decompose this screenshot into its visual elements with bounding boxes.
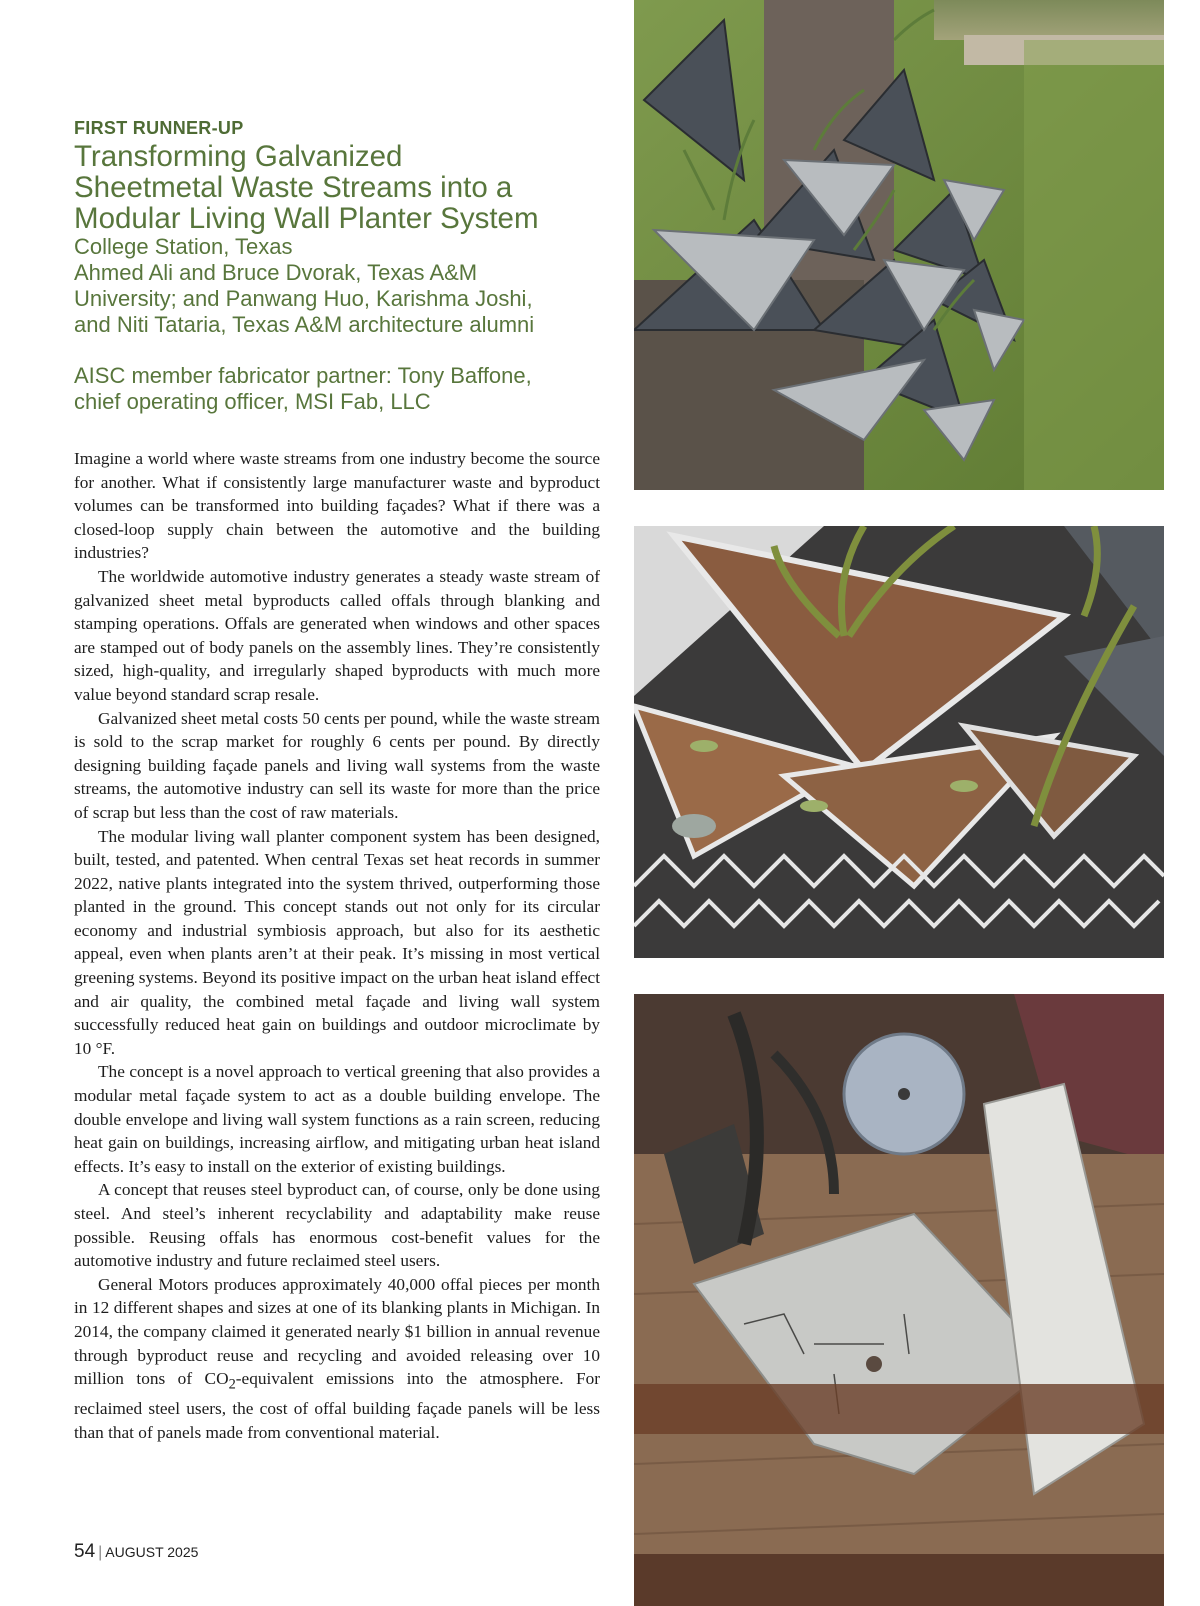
issue-date: AUGUST 2025 [105,1544,199,1560]
partner-line: AISC member fabricator partner: Tony Baffone, [74,363,532,388]
project-authors [74,260,614,338]
subscript-two: 2 [228,1376,236,1393]
article-body [74,447,600,1444]
page-footer [74,1541,198,1563]
title-line: Sheetmetal Waste Streams into a [74,171,513,204]
body-paragraph: The worldwide automotive industry generates a steady waste stream of galvanized sheet metal byproducts called offals through blanking and stamping operations. Offals are generated when windows and other spaces are stamped out of body panels on the assembly lines. They’re consistently sized, high-quality, and irregularly shaped byproducts with much more value beyond standard scrap resale. [74,566,600,704]
body-paragraph: The modular living wall planter component system has been designed, built, tested, and patented. When central Texas set heat records in summer 2022, native plants integrated into the system thrived, outperforming those planted in the ground. This concept stands out not only for its circular economy and industrial symbiosis approach, but also for its aesthetic appeal, even when plants aren’t at their peak. It’s missing in most vertical greening systems. Beyond its positive impact on the urban heat island effect and air quality, the combined metal façade and living wall system successfully reduced heat gain on buildings and outdoor microclimate by 10 °F. [74,826,600,1058]
page-number: 54 [74,1541,96,1562]
authors-line: Ahmed Ali and Bruce Dvorak, Texas A&M [74,260,478,285]
fabricator-partner [74,363,614,415]
living-wall-photo [634,0,1164,490]
living-wall-photo-image [634,0,1164,490]
award-kicker: FIRST RUNNER-UP [74,118,244,138]
authors-line: and Niti Tataria, Texas A&M architecture alumni [74,312,535,337]
body-paragraph: The concept is a novel approach to vertical greening that also provides a modular metal façade system to act as a double building envelope. The double envelope and living wall system functions as a rain screen, reducing heat gain on buildings, increasing airflow, and mitigating urban heat island effects. It’s easy to install on the exterior of existing buildings. [74,1062,600,1176]
article-header [74,118,614,415]
body-paragraph: Imagine a world where waste streams from one industry become the source for another. What if consistently large manufacturer waste and byproduct volumes can be transformed into building façades? What if there was a closed-loop supply chain between the automotive and the building industries? [74,449,600,563]
body-paragraph [74,1273,600,1445]
project-location: College Station, Texas [74,234,293,259]
planter-closeup-photo-image [634,526,1164,958]
paragraph-text: General Motors produces approximately 40,000 offal pieces per month in 12 different shapes and sizes at one of its blanking plants in Michigan. In 2014, the company claimed it generated nearly $1 billion in annual revenue through byproduct reuse and recycling and avoided releasing over 10 million tons of CO [74,1274,600,1389]
footer-separator: | [98,1544,103,1561]
workshop-sheet-metal-photo [634,994,1164,1606]
workshop-sheet-metal-photo-image [634,994,1164,1606]
paragraph-text: -equivalent emissions into the atmosphere. For reclaimed steel users, the cost of offal building façade panels will be less than that of panels made from conventional material. [74,1369,601,1442]
title-line: Modular Living Wall Planter System [74,202,539,235]
body-paragraph: Galvanized sheet metal costs 50 cents per pound, while the waste stream is sold to the scrap market for roughly 6 cents per pound. By directly designing building façade panels and living wall systems from the waste streams, the automotive industry can sell its waste for more than the price of scrap but less than the cost of raw materials. [74,708,600,822]
authors-line: University; and Panwang Huo, Karishma Joshi, [74,286,533,311]
partner-line: chief operating officer, MSI Fab, LLC [74,389,431,414]
article-title [74,141,614,234]
title-line: Transforming Galvanized [74,140,403,173]
planter-closeup-photo [634,526,1164,958]
body-paragraph: A concept that reuses steel byproduct can, of course, only be done using steel. And steel’s inherent recyclability and adaptability make reuse possible. Reusing offals has enormous cost-benefit values for the automotive industry and future reclaimed steel users. [74,1180,600,1271]
